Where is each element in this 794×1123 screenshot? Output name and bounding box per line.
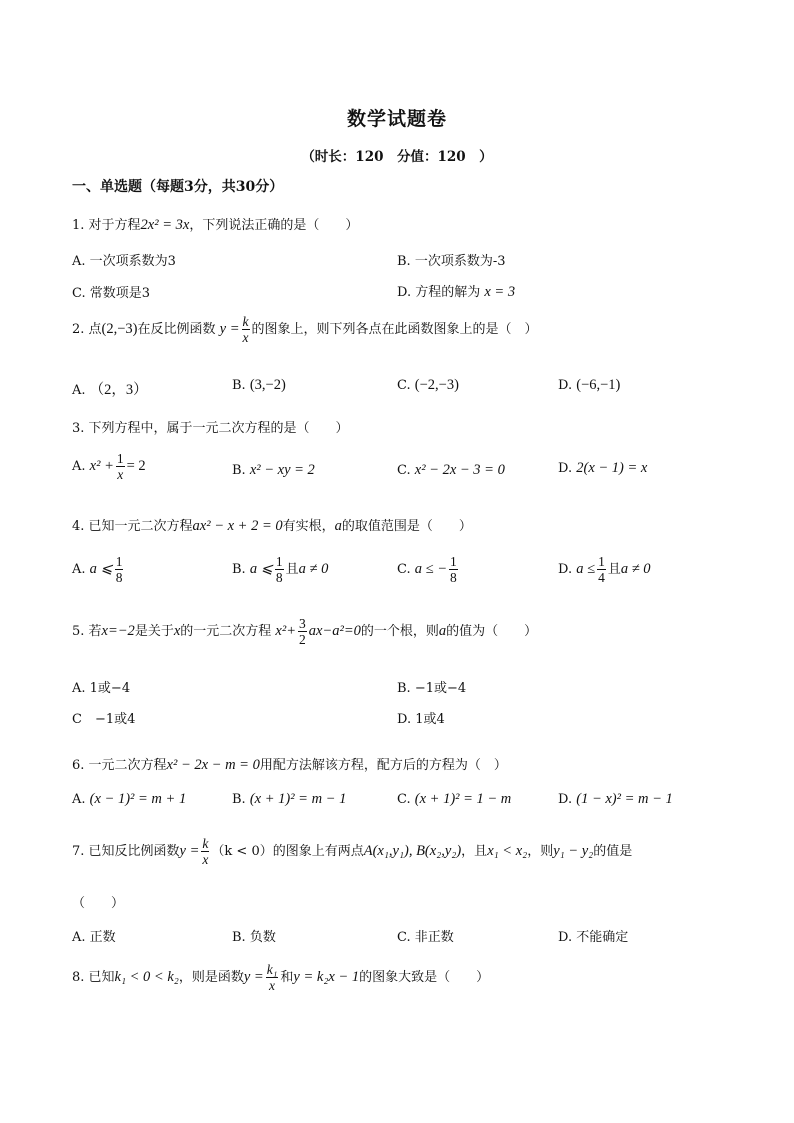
q2-mid: 在反比例函数 (137, 322, 216, 337)
q8-mid2: 和 (280, 970, 294, 985)
q4-option-b-post: a ≠ 0 (298, 561, 329, 577)
q8-prefix: 8. 已知 (72, 970, 115, 985)
q4-option-b-fraction (275, 554, 284, 585)
q5-eq-post: ax−a²=0 (308, 623, 361, 639)
q1-option-d (397, 281, 515, 301)
q3-option-c-label: C. (397, 463, 411, 478)
q5-option-b: B. −1或−4 (397, 681, 467, 696)
q6-option-d-value: (1 − x)² = m − 1 (576, 791, 673, 807)
q1-option-c: C. 常数项是3 (72, 286, 151, 301)
q6-option-b-label: B. (232, 792, 246, 807)
q7-func-denominator: x (202, 852, 209, 867)
q4-option-a-pre: a ⩽ (89, 561, 113, 577)
q6-option-a (72, 791, 186, 808)
q2-option-d (558, 377, 620, 394)
q4-option-c-fraction (449, 554, 458, 585)
q7-option-d: D. 不能确定 (558, 930, 629, 945)
q4-option-d (558, 554, 651, 585)
q8-func-fraction (266, 962, 279, 993)
q2-point: (2,−3) (101, 321, 138, 337)
q4-option-c (397, 554, 460, 585)
q5-eq-pre: x²+ (275, 623, 296, 639)
q5-eq-denominator: 2 (299, 632, 306, 647)
q4-option-c-pre: a ≤ − (414, 561, 448, 577)
q2-func-fraction (242, 314, 250, 345)
q6-option-c-label: C. (397, 792, 411, 807)
q4-option-a-fraction (115, 554, 124, 585)
q8-func-denominator: x (269, 978, 276, 993)
q3-option-a-label: A. (72, 459, 86, 474)
q4-option-a-denominator: 8 (115, 570, 123, 585)
q5-xvar: x (173, 623, 181, 639)
q4-option-a (72, 554, 125, 585)
q6-option-a-value: (x − 1)² = m + 1 (89, 791, 187, 807)
q1-prefix: 1. 对于方程 (72, 218, 141, 233)
q7-points: A(x₁,y₁), B(x₂,y₂) (363, 843, 462, 859)
question-7 (72, 836, 632, 867)
q2-option-b-label: B. (232, 378, 246, 393)
q3-option-d-value: 2(x − 1) = x (576, 460, 648, 476)
q1-option-d-math: x = 3 (484, 284, 516, 300)
q4-option-a-numerator: 1 (115, 554, 123, 569)
question-2 (72, 314, 538, 345)
q7-option-a: A. 正数 (72, 930, 116, 945)
q7-prefix: 7. 已知反比例函数 (72, 844, 180, 859)
q4-equation: ax² − x + 2 = 0 (192, 518, 283, 534)
question-1 (72, 214, 358, 234)
question-4 (72, 515, 472, 535)
q5-option-d: D. 1或4 (397, 712, 445, 727)
q7-option-c: C. 非正数 (397, 930, 454, 945)
q2-option-c (397, 377, 459, 394)
q8-suffix: 的图象大致是（ ） (359, 970, 490, 985)
q4-mid: 有实根， (282, 519, 335, 534)
q8-func-numerator: k₁ (266, 962, 278, 977)
page-title: 数学试题卷 (346, 108, 447, 130)
q7-func-numerator: k (202, 836, 209, 851)
q5-suffix: 的值为（ ） (446, 624, 538, 639)
q4-option-d-post: a ≠ 0 (620, 561, 651, 577)
q4-option-c-numerator: 1 (450, 554, 457, 569)
q5-condition: x=−2 (101, 623, 135, 639)
q7-answer-paren: （ ） (72, 896, 125, 911)
q7-condition: （k < 0） (211, 844, 273, 859)
q8-mid: ，则是函数 (178, 970, 244, 985)
q3-option-a-post: = 2 (126, 458, 146, 474)
q5-eq-fraction (298, 616, 307, 647)
q6-option-c (397, 791, 511, 808)
q7-mid3: ，则 (527, 844, 554, 859)
q2-option-d-value: (−6,−1) (576, 377, 621, 393)
q2-option-c-label: C. (397, 378, 411, 393)
q2-func-numerator: k (242, 314, 249, 329)
q2-func-denominator: x (242, 330, 249, 345)
q4-option-b-numerator: 1 (275, 554, 283, 569)
q7-func-lhs: y = (179, 843, 200, 859)
q4-option-c-denominator: 8 (450, 570, 457, 585)
q4-option-d-and: 且 (607, 562, 621, 577)
question-8 (72, 962, 489, 993)
q6-option-d (558, 791, 673, 808)
q3-option-d-label: D. (558, 461, 573, 476)
q4-option-b-pre: a ⩽ (249, 561, 273, 577)
q7-mid: 的图象上有两点 (272, 844, 364, 859)
q1-option-d-label: D. 方程的解为 (397, 285, 481, 300)
q8-condition: k₁ < 0 < k₂ (114, 969, 179, 985)
q2-option-a-value: （2，3） (89, 382, 148, 398)
q4-option-d-fraction (597, 554, 606, 585)
q5-mid2: 的一元二次方程 (180, 624, 272, 639)
q7-func-fraction (201, 836, 209, 867)
q1-equation: 2x² = 3x (140, 217, 190, 233)
q4-option-d-numerator: 1 (598, 554, 605, 569)
q4-var: a (334, 518, 342, 534)
q2-option-c-value: (−2,−3) (414, 377, 459, 393)
q5-mid: 是关于 (134, 624, 174, 639)
q5-option-c: C −1或4 (72, 712, 136, 727)
q6-option-b (232, 791, 346, 808)
q5-mid3: 的一个根，则 (360, 624, 439, 639)
q8-line: y = k₂x − 1 (293, 969, 360, 985)
q3-option-a-numerator: 1 (116, 451, 124, 466)
q7-expression: y₁ − y₂ (553, 843, 594, 859)
q1-option-b: B. 一次项系数为-3 (397, 254, 506, 269)
exam-info: （时长：120 分值：120 ） (301, 149, 493, 165)
q7-option-b: B. 负数 (232, 930, 276, 945)
q4-option-b-denominator: 8 (275, 570, 283, 585)
q3-option-b-value: x² − xy = 2 (249, 462, 315, 478)
q3-option-a-fraction (116, 451, 125, 482)
q2-option-d-label: D. (558, 378, 573, 393)
q5-prefix: 5. 若 (72, 624, 102, 639)
q6-equation: x² − 2x − m = 0 (166, 757, 260, 773)
q4-option-d-pre: a ≤ (576, 561, 596, 577)
q4-option-b-and: 且 (285, 562, 299, 577)
q3-option-b-label: B. (232, 463, 246, 478)
q6-suffix: 用配方法解该方程，配方后的方程为（ ） (259, 758, 507, 773)
q6-option-b-value: (x + 1)² = m − 1 (249, 791, 347, 807)
q2-option-a-label: A. (72, 383, 86, 398)
q2-prefix: 2. 点 (72, 322, 102, 337)
question-3: 3. 下列方程中，属于一元二次方程的是（ ） (72, 421, 349, 436)
q2-suffix: 的图象上，则下列各点在此函数图象上的是（ ） (251, 322, 538, 337)
q3-option-a-pre: x² + (89, 458, 114, 474)
q2-option-b (232, 377, 286, 394)
q4-option-a-label: A. (72, 562, 86, 577)
q5-option-a: A. 1或−4 (72, 681, 131, 696)
q3-option-d (558, 460, 647, 477)
q8-func-lhs: y = (243, 969, 264, 985)
q2-option-b-value: (3,−2) (249, 377, 286, 393)
q5-avar: a (438, 623, 447, 639)
q4-prefix: 4. 已知一元二次方程 (72, 519, 193, 534)
q1-option-a: A. 一次项系数为3 (72, 254, 176, 269)
q3-option-a (72, 451, 146, 482)
q6-option-a-label: A. (72, 792, 86, 807)
q5-eq-numerator: 3 (299, 616, 306, 631)
q4-suffix: 的取值范围是（ ） (341, 519, 472, 534)
question-5 (72, 616, 537, 647)
q3-option-c-value: x² − 2x − 3 = 0 (414, 462, 505, 478)
section-heading: 一、单选题（每题3分，共30分） (72, 179, 284, 195)
q2-option-a (72, 378, 148, 399)
q4-option-d-label: D. (558, 562, 573, 577)
q3-option-a-denominator: x (117, 467, 124, 482)
q7-inequality: x₁ < x₂ (487, 843, 528, 859)
q4-option-b (232, 554, 328, 585)
q2-func-lhs: y = (219, 321, 240, 337)
q1-suffix: ，下列说法正确的是（ ） (189, 218, 359, 233)
q4-option-b-label: B. (232, 562, 246, 577)
q4-option-c-label: C. (397, 562, 411, 577)
q7-suffix: 的值是 (593, 844, 633, 859)
q6-option-c-value: (x + 1)² = 1 − m (414, 791, 512, 807)
q6-option-d-label: D. (558, 792, 573, 807)
q4-option-d-denominator: 4 (598, 570, 605, 585)
q3-option-c (397, 462, 505, 479)
q7-mid2: ，且 (461, 844, 488, 859)
q6-prefix: 6. 一元二次方程 (72, 758, 167, 773)
question-6 (72, 754, 507, 774)
q3-option-b (232, 462, 315, 479)
